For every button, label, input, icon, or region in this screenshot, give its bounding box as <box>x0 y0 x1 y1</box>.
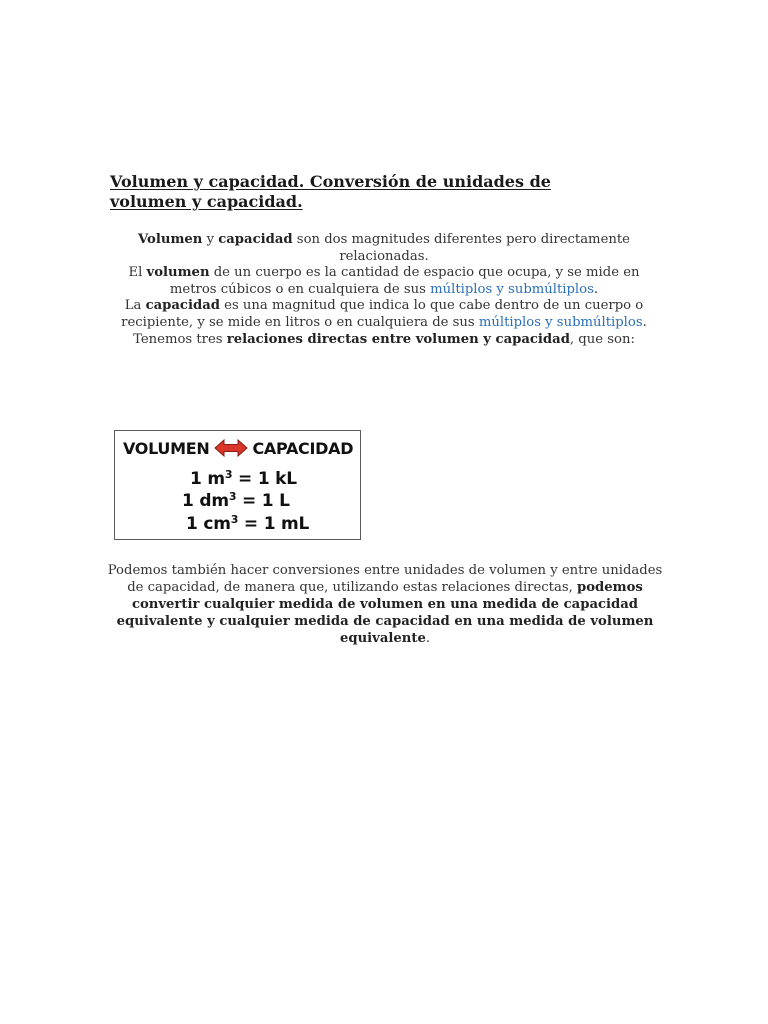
term-capacidad: capacidad <box>145 298 220 314</box>
eq-rhs: = 1 mL <box>238 514 310 534</box>
page-title: Volumen y capacidad. Conversión de unidades de volumen y capacidad. <box>110 172 551 211</box>
eq-exponent: 3 <box>224 468 233 481</box>
text-span: La <box>124 298 146 314</box>
text-span: . <box>425 631 431 646</box>
text-span: . <box>593 281 599 297</box>
eq-exponent: 3 <box>230 513 239 526</box>
equivalence-dm3-l <box>182 490 290 512</box>
eq-rhs: = 1 kL <box>232 469 297 489</box>
text-span: son dos magnitudes diferentes pero directamente relacionadas. <box>292 232 630 264</box>
intro-paragraph-capacidad <box>110 298 658 331</box>
intro-section <box>110 232 658 348</box>
text-span: , que son: <box>569 331 635 347</box>
equivalence-cm3-ml <box>186 513 309 535</box>
term-volumen: Volumen <box>138 232 203 247</box>
text-span: El <box>128 265 147 281</box>
double-arrow-icon <box>214 439 248 457</box>
text-span: y <box>202 232 219 247</box>
relations-header <box>123 436 355 460</box>
relations-box <box>114 430 361 540</box>
text-span: . <box>642 314 647 330</box>
term-volumen: volumen <box>146 265 210 281</box>
multiplos-link[interactable]: múltiplos y submúltiplos <box>478 314 643 330</box>
equivalence-m3-kl <box>190 468 297 490</box>
intro-paragraph-definition <box>110 232 658 265</box>
text-span: es una magnitud que indica lo que cabe dentro de un cuerpo o recipiente, y se mide en litros o en cualquiera de sus <box>121 298 644 330</box>
term-capacidad: capacidad <box>218 232 293 247</box>
intro-paragraph-volumen <box>110 265 658 298</box>
eq-rhs: = 1 L <box>236 491 290 511</box>
eq-lhs: 1 m <box>190 469 225 489</box>
term-relaciones: relaciones directas entre volumen y capacidad <box>226 331 570 347</box>
text-span: de un cuerpo es la cantidad de espacio que ocupa, y se mide en metros cúbicos o en cualquiera de sus <box>169 265 640 297</box>
eq-lhs: 1 cm <box>186 514 231 534</box>
eq-lhs: 1 dm <box>182 491 229 511</box>
closing-paragraph <box>104 562 666 647</box>
closing-emphasis: podemos convertir cualquier medida de volumen en una medida de capacidad equivalente y cualquier medida de capacidad en una medida de volumen equivalente <box>116 580 654 646</box>
eq-exponent: 3 <box>228 490 237 503</box>
multiplos-link[interactable]: múltiplos y submúltiplos <box>430 281 594 297</box>
text-span: Tenemos tres <box>133 331 227 347</box>
volumen-label: VOLUMEN <box>123 438 210 458</box>
intro-paragraph-relaciones <box>110 332 658 349</box>
capacidad-label: CAPACIDAD <box>252 438 354 458</box>
text-span: Podemos también hacer conversiones entre unidades de volumen y entre unidades de capacidad, de manera que, utilizando estas relaciones directas, <box>107 563 663 595</box>
